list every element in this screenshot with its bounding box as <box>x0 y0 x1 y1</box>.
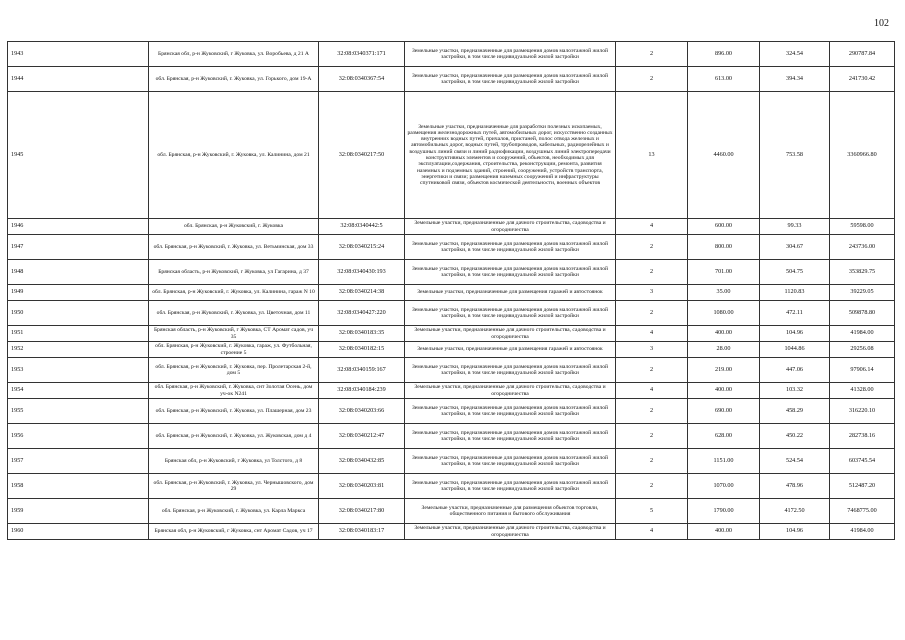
row-number: 1953 <box>8 358 149 383</box>
area-cell: 4460.00 <box>688 92 760 219</box>
table-row <box>8 92 895 219</box>
row-number: 1947 <box>8 235 149 260</box>
area-cell: 28.00 <box>688 342 760 358</box>
area-cell: 896.00 <box>688 42 760 67</box>
address-cell: обл. Брянская, р-н Жуковский, г. Жуковка, ул. Цветочная, дом 11 <box>149 301 319 326</box>
address-cell: обл. Брянская, р-н Жуковский, г. Жуковка, пер. Пролетарская 2-й, дом 5 <box>149 358 319 383</box>
table-row <box>8 474 895 499</box>
address-cell: обл. Брянская, р-н Жуковский, г. Жуковка, ул. Калинина, гараж N 10 <box>149 285 319 301</box>
cadastral-value-cell: 7468775.00 <box>830 499 895 524</box>
use-group-cell: 2 <box>616 449 688 474</box>
row-number: 1948 <box>8 260 149 285</box>
cadastral-value-cell: 290787.84 <box>830 42 895 67</box>
land-use-cell: Земельные участки, предназначенные для дачного строительства, садоводства и огородничества <box>405 383 616 399</box>
cadastral-number-cell: 32:08:0340427:220 <box>319 301 405 326</box>
specific-value-cell: 104.96 <box>760 524 830 540</box>
use-group-cell: 2 <box>616 399 688 424</box>
use-group-cell: 4 <box>616 219 688 235</box>
cadastral-value-cell: 316220.10 <box>830 399 895 424</box>
cadastral-number-cell: 32:08:0340217:80 <box>319 499 405 524</box>
area-cell: 800.00 <box>688 235 760 260</box>
specific-value-cell: 524.54 <box>760 449 830 474</box>
cadastral-value-cell: 603745.54 <box>830 449 895 474</box>
address-cell: обл. Брянская, р-н Жуковский, г. Жуковка, ул. Карла Маркса <box>149 499 319 524</box>
row-number: 1955 <box>8 399 149 424</box>
row-number: 1949 <box>8 285 149 301</box>
table-row <box>8 358 895 383</box>
cadastral-value-cell: 41328.00 <box>830 383 895 399</box>
land-use-cell: Земельные участки, предназначенные для размещения домов малоэтажной жилой застройки, в том числе индивидуальной жилой застройки <box>405 260 616 285</box>
use-group-cell: 2 <box>616 424 688 449</box>
land-use-cell: Земельные участки, предназначенные для размещения домов малоэтажной жилой застройки, в том числе индивидуальной жилой застройки <box>405 399 616 424</box>
use-group-cell: 2 <box>616 301 688 326</box>
land-use-cell: Земельные участки, предназначенные для размещения домов малоэтажной жилой застройки, в том числе индивидуальной жилой застройки <box>405 67 616 92</box>
table-row <box>8 383 895 399</box>
row-number: 1958 <box>8 474 149 499</box>
table-row <box>8 326 895 342</box>
table-row <box>8 449 895 474</box>
cadastral-number-cell: 32:08:0340182:15 <box>319 342 405 358</box>
area-cell: 1790.00 <box>688 499 760 524</box>
table-row <box>8 424 895 449</box>
use-group-cell: 2 <box>616 42 688 67</box>
cadastral-number-cell: 32:08:0340159:167 <box>319 358 405 383</box>
specific-value-cell: 304.67 <box>760 235 830 260</box>
cadastral-value-cell: 241730.42 <box>830 67 895 92</box>
cadastral-number-cell: 32:08:0340184:239 <box>319 383 405 399</box>
row-number: 1950 <box>8 301 149 326</box>
specific-value-cell: 103.32 <box>760 383 830 399</box>
specific-value-cell: 458.29 <box>760 399 830 424</box>
land-use-cell: Земельные участки, предназначенные для дачного строительства, садоводства и огородничества <box>405 326 616 342</box>
use-group-cell: 2 <box>616 235 688 260</box>
area-cell: 1151.00 <box>688 449 760 474</box>
cadastral-value-cell: 243736.00 <box>830 235 895 260</box>
table-row <box>8 67 895 92</box>
specific-value-cell: 472.11 <box>760 301 830 326</box>
address-cell: Брянская область, р-н Жуковский, г Жуковка, ул Гагарина, д 37 <box>149 260 319 285</box>
table-row <box>8 260 895 285</box>
land-use-cell: Земельные участки, предназначенные для размещения гаражей и автостоянок <box>405 342 616 358</box>
land-use-cell: Земельные участки, предназначенные для размещения домов малоэтажной жилой застройки, в том числе индивидуальной жилой застройки <box>405 424 616 449</box>
land-use-cell: Земельные участки, предназначенные для размещения домов малоэтажной жилой застройки, в том числе индивидуальной жилой застройки <box>405 42 616 67</box>
address-cell: обл. Брянская, р-н Жуковский, г. Жуковка, ул. Горького, дом 19-А <box>149 67 319 92</box>
table-row <box>8 524 895 540</box>
address-cell: обл. Брянская, р-н Жуковский, г. Жуковка <box>149 219 319 235</box>
land-use-cell: Земельные участки, предназначенные для размещения домов малоэтажной жилой застройки, в том числе индивидуальной жилой застройки <box>405 301 616 326</box>
area-cell: 628.00 <box>688 424 760 449</box>
use-group-cell: 2 <box>616 474 688 499</box>
land-use-cell: Земельные участки, предназначенные для размещения объектов торговли, общественного питания и бытового обслуживания <box>405 499 616 524</box>
area-cell: 690.00 <box>688 399 760 424</box>
table-row <box>8 499 895 524</box>
cadastral-value-cell: 353829.75 <box>830 260 895 285</box>
use-group-cell: 2 <box>616 67 688 92</box>
cadastral-number-cell: 32:08:0340217:50 <box>319 92 405 219</box>
address-cell: обл. Брянская, р-н Жуковский, г. Жуковка, ул. Чернышовского, дом 29 <box>149 474 319 499</box>
land-use-cell: Земельные участки, предназначенные для размещения домов малоэтажной жилой застройки, в том числе индивидуальной жилой застройки <box>405 358 616 383</box>
address-cell: обл. Брянская, р-н Жуковский, г. Жуковка, ул. Жуковская, дом д 4 <box>149 424 319 449</box>
table-row <box>8 301 895 326</box>
row-number: 1960 <box>8 524 149 540</box>
cadastral-value-cell: 59598.00 <box>830 219 895 235</box>
use-group-cell: 4 <box>616 524 688 540</box>
use-group-cell: 3 <box>616 342 688 358</box>
specific-value-cell: 104.96 <box>760 326 830 342</box>
address-cell: обл. Брянская, р-н Жуковский, г. Жуковка, гараж, ул. Футбольная, строение 5 <box>149 342 319 358</box>
land-use-cell: Земельные участки, предназначенные для дачного строительства, садоводства и огородничества <box>405 219 616 235</box>
address-cell: обл. Брянская, р-н Жуковский, г. Жуковка, ул. Ветьминская, дом 33 <box>149 235 319 260</box>
cadastral-number-cell: 32:08:0340371:171 <box>319 42 405 67</box>
use-group-cell: 2 <box>616 358 688 383</box>
row-number: 1944 <box>8 67 149 92</box>
address-cell: Брянская область, р-н Жуковский, г Жуковка, СТ Аромат садов, уч 35 <box>149 326 319 342</box>
table-row <box>8 235 895 260</box>
land-registry-table <box>7 41 895 540</box>
table-body <box>8 42 895 540</box>
cadastral-number-cell: 32:08:0340203:81 <box>319 474 405 499</box>
cadastral-number-cell: 32:08:0340214:38 <box>319 285 405 301</box>
area-cell: 1080.00 <box>688 301 760 326</box>
land-use-cell: Земельные участки, предназначенные для размещения гаражей и автостоянок <box>405 285 616 301</box>
table-row <box>8 42 895 67</box>
cadastral-value-cell: 509878.80 <box>830 301 895 326</box>
area-cell: 35.00 <box>688 285 760 301</box>
row-number: 1954 <box>8 383 149 399</box>
specific-value-cell: 753.58 <box>760 92 830 219</box>
use-group-cell: 3 <box>616 285 688 301</box>
area-cell: 219.00 <box>688 358 760 383</box>
specific-value-cell: 4172.50 <box>760 499 830 524</box>
land-use-cell: Земельные участки, предназначенные для размещения домов малоэтажной жилой застройки, в том числе индивидуальной жилой застройки <box>405 449 616 474</box>
cadastral-number-cell: 32:08:0340442:5 <box>319 219 405 235</box>
cadastral-value-cell: 97906.14 <box>830 358 895 383</box>
row-number: 1946 <box>8 219 149 235</box>
cadastral-number-cell: 32:08:0340203:66 <box>319 399 405 424</box>
cadastral-number-cell: 32:08:0340183:17 <box>319 524 405 540</box>
land-use-cell: Земельные участки, предназначенные для разработки полезных ископаемых, размещения железнодорожных путей, автомобильных дорог, искусственно созданных внутренних водных путей, причалов, пристаней, полос отвода железных и автомобильных дорог, водных путей, трубопроводов, кабельных, радиорелейных и воздушных линий связи и линий радиофикации, воздушных линий электропередачи конструктивных элементов и сооружений, объектов, необходимых для эксплуатации,содержания, строительства, реконструкции, ремонта, развития наземных и подземных зданий, строений, сооружений, устройств транспорта, энергетики и связи; размещения наземных сооружений и инфраструктуры спутниковой связи, объектов космической деятельности, военных объектов <box>405 92 616 219</box>
area-cell: 400.00 <box>688 524 760 540</box>
page-number: 102 <box>874 18 889 29</box>
address-cell: обл. Брянская, р-н Жуковский, г. Жуковка, ул. Калинина, дом 21 <box>149 92 319 219</box>
cadastral-number-cell: 32:08:0340432:85 <box>319 449 405 474</box>
specific-value-cell: 478.96 <box>760 474 830 499</box>
address-cell: обл. Брянская, р-н Жуковский, г. Жуковка, снт Золотая Осень, дом уч-ок N241 <box>149 383 319 399</box>
cadastral-value-cell: 41984.00 <box>830 326 895 342</box>
cadastral-number-cell: 32:08:0340212:47 <box>319 424 405 449</box>
address-cell: Брянская обл, р-н Жуковский, г Жуковка, ул. Воробьева, д 21 А <box>149 42 319 67</box>
cadastral-number-cell: 32:08:0340183:35 <box>319 326 405 342</box>
area-cell: 613.00 <box>688 67 760 92</box>
specific-value-cell: 1120.83 <box>760 285 830 301</box>
cadastral-value-cell: 29256.08 <box>830 342 895 358</box>
specific-value-cell: 504.75 <box>760 260 830 285</box>
cadastral-value-cell: 41984.00 <box>830 524 895 540</box>
row-number: 1959 <box>8 499 149 524</box>
area-cell: 701.00 <box>688 260 760 285</box>
area-cell: 600.00 <box>688 219 760 235</box>
specific-value-cell: 394.34 <box>760 67 830 92</box>
table-row <box>8 399 895 424</box>
cadastral-value-cell: 512487.20 <box>830 474 895 499</box>
land-use-cell: Земельные участки, предназначенные для размещения домов малоэтажной жилой застройки, в том числе индивидуальной жилой застройки <box>405 235 616 260</box>
table-row <box>8 285 895 301</box>
row-number: 1952 <box>8 342 149 358</box>
specific-value-cell: 450.22 <box>760 424 830 449</box>
use-group-cell: 4 <box>616 383 688 399</box>
use-group-cell: 5 <box>616 499 688 524</box>
cadastral-number-cell: 32:08:0340430:193 <box>319 260 405 285</box>
table-row <box>8 219 895 235</box>
row-number: 1943 <box>8 42 149 67</box>
table-row <box>8 342 895 358</box>
row-number: 1945 <box>8 92 149 219</box>
address-cell: Брянская обл, р-н Жуковский, г Жуковка, снт Аромат Садов, уч 17 <box>149 524 319 540</box>
use-group-cell: 2 <box>616 260 688 285</box>
area-cell: 400.00 <box>688 383 760 399</box>
row-number: 1956 <box>8 424 149 449</box>
cadastral-number-cell: 32:08:0340215:24 <box>319 235 405 260</box>
specific-value-cell: 324.54 <box>760 42 830 67</box>
cadastral-value-cell: 39229.05 <box>830 285 895 301</box>
area-cell: 400.00 <box>688 326 760 342</box>
row-number: 1951 <box>8 326 149 342</box>
address-cell: обл. Брянская, р-н Жуковский, г. Жуковка, ул. Плашерная, дом 23 <box>149 399 319 424</box>
cadastral-value-cell: 3360966.80 <box>830 92 895 219</box>
area-cell: 1070.00 <box>688 474 760 499</box>
cadastral-value-cell: 282738.16 <box>830 424 895 449</box>
specific-value-cell: 1044.86 <box>760 342 830 358</box>
address-cell: Брянская обл, р-н Жуковский, г Жуковка, ул Толстого, д 8 <box>149 449 319 474</box>
specific-value-cell: 99.33 <box>760 219 830 235</box>
use-group-cell: 13 <box>616 92 688 219</box>
land-use-cell: Земельные участки, предназначенные для размещения домов малоэтажной жилой застройки, в том числе индивидуальной жилой застройки <box>405 474 616 499</box>
land-use-cell: Земельные участки, предназначенные для дачного строительства, садоводства и огородничества <box>405 524 616 540</box>
use-group-cell: 4 <box>616 326 688 342</box>
row-number: 1957 <box>8 449 149 474</box>
cadastral-number-cell: 32:08:0340367:54 <box>319 67 405 92</box>
specific-value-cell: 447.06 <box>760 358 830 383</box>
